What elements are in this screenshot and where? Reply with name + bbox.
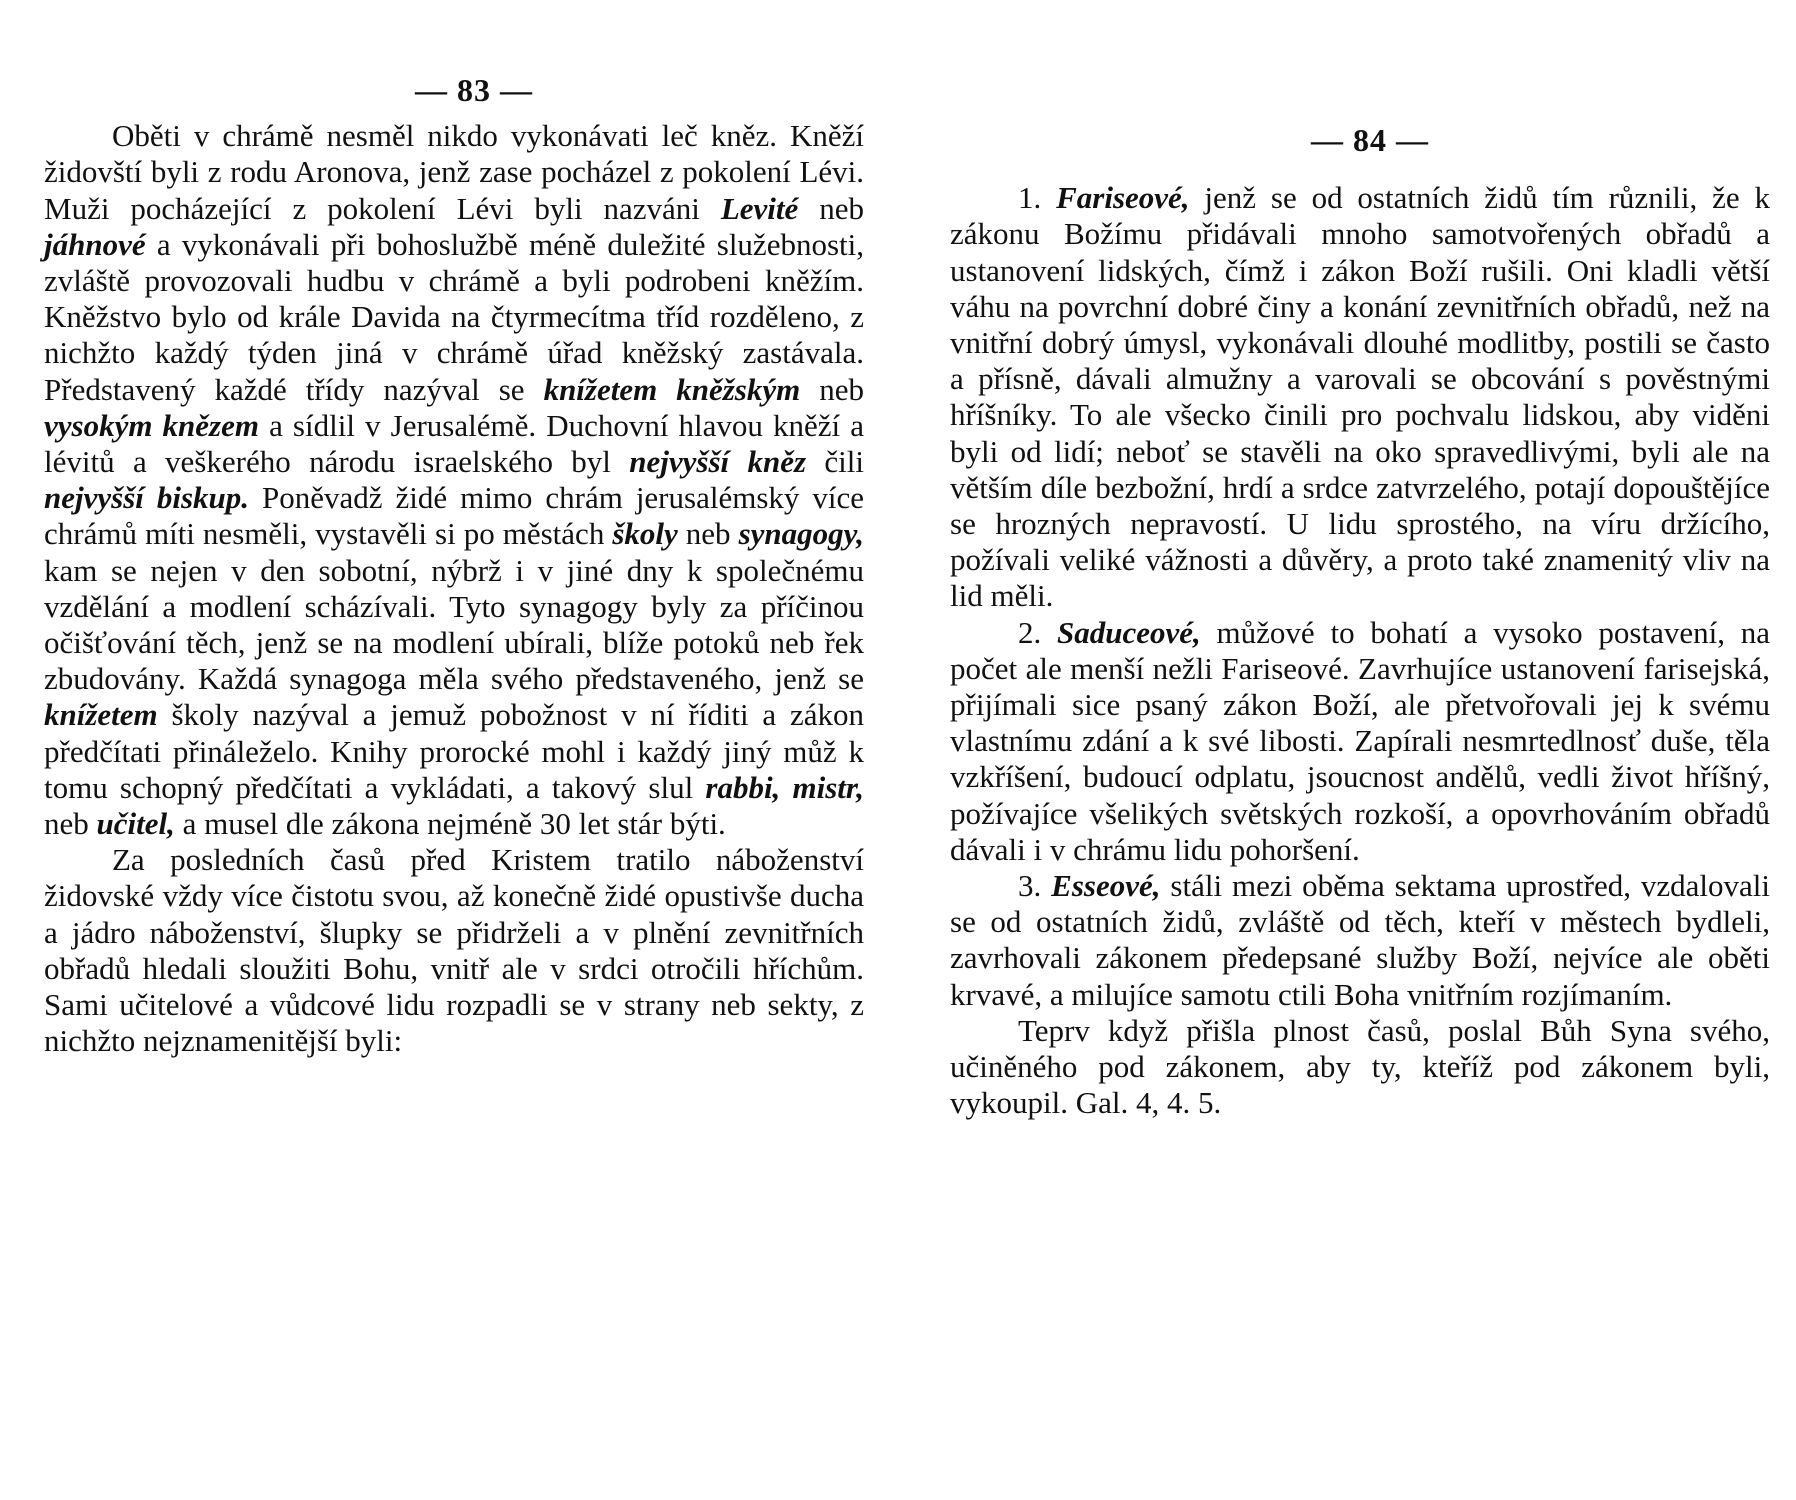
text-run: Za posledních časů před Kristem tratilo náboženství židovské vždy více čistotu svou, až konečně židé opustivše ducha a jádro náboženství, šlupky se přidrželi a v plnění zevnitřních obřadů hledali sloužiti Bohu, vnitř ale v srdci otročili hříchům. Sami učitelové a vůdcové lidu rozpadli se v strany neb sekty, z nichžto nejznamenitější byli: xyxy=(44,842,864,1059)
text-run: neb xyxy=(44,806,97,842)
text-run: a sídlil v Jerusalémě. Duchovní hlavou kněží a lévitů a veškerého národu israelského byl xyxy=(44,407,864,480)
paragraph xyxy=(950,180,1770,614)
text-run: čili xyxy=(806,444,865,480)
paragraph xyxy=(950,615,1770,868)
italic-term: knížetem xyxy=(44,697,158,733)
left-page xyxy=(44,0,864,1059)
paragraph xyxy=(44,842,864,1059)
page-body xyxy=(44,118,864,1059)
page-body xyxy=(950,180,1770,1121)
paragraph xyxy=(44,118,864,842)
text-run: 3. xyxy=(1018,868,1052,904)
text-run: stáli mezi oběma sektama uprostřed, vzdalovali se od ostatních židů, zvláště od těch, kteří v městech bydleli, zavrhovali zákonem předepsané služby Boží, nejvíce ale oběti krvavé, a milujíce samotu ctili Boha vnitřním rozjímaním. xyxy=(950,868,1770,1012)
page-number: — 84 — xyxy=(1311,122,1429,158)
italic-term: Esseové, xyxy=(1051,868,1161,904)
text-run: neb xyxy=(677,516,739,552)
italic-term: vysokým knězem xyxy=(44,407,259,443)
right-page xyxy=(950,0,1770,1121)
italic-term: Fariseové, xyxy=(1056,180,1190,216)
italic-term: školy xyxy=(612,516,678,552)
text-run: 1. xyxy=(1018,180,1057,216)
text-run: školy nazýval a jemuž pobožnost v ní říditi a zákon předčítati přináleželo. Knihy prorocké mohl i každý jiný můž k tomu schopný předčítati a vykládati, a takový slul xyxy=(44,697,864,805)
text-run: kam se nejen v den sobotní, nýbrž i v jiné dny k společnému vzdělání a modlení scházívali. Tyto synagogy byly za příčinou očišťování těch, jenž se na modlení ubírali, blíže potoků neb řek zbudovány. Každá synagoga měla svého představeného, jenž se xyxy=(44,552,864,697)
text-run: neb xyxy=(798,190,864,226)
text-run: a vykonávali při bohoslužbě méně duležité služebnosti, zvláště provozovali hudbu v chrámě a byli podrobeni kněžím. Kněžstvo bylo od krále Davida na čtyrmecítma tříd rozděleno, z nichžto každý týden jiná v chrámě úřad kněžský zastávala. Představený každé třídy nazýval se xyxy=(44,226,864,407)
italic-term: rabbi, mistr, xyxy=(705,769,864,805)
text-run: neb xyxy=(800,371,864,407)
italic-term: Levité xyxy=(720,190,799,226)
text-run: 2. xyxy=(1018,614,1058,650)
italic-term: učitel, xyxy=(96,806,175,842)
text-run: Oběti v chrámě nesměl nikdo vykonávati leč kněz. Kněží židovští byli z rodu Aronova, jenž zase pocházel z pokolení Lévi. Muži pocházející z pokolení Lévi byli nazváni xyxy=(44,118,864,226)
italic-term: knížetem kněžským xyxy=(543,371,801,407)
text-run: Poněvadž židé mimo chrám jerusalémský více chrámů míti nesměli, vystavěli si po městách xyxy=(44,480,864,552)
text-run: Teprv když přišla plnost časů, poslal Bůh Syna svého, učiněného pod zákonem, aby ty, kteříž pod zákonem byli, vykoupil. Gal. 4, 4. 5. xyxy=(950,1012,1770,1121)
text-run: můžové to bohatí a vysoko postavení, na počet ale menší nežli Fariseové. Zavrhujíce ustanovení farisejská, přijímali sice psaný zákon Boží, ale přetvořovali jej k svému vlastnímu zdání a k své libosti. Zapírali nesmrtedlnosť duše, těla vzkříšení, budoucí odplatu, jsoucnost andělů, vedli život hříšný, požívajíce všelikých světských rozkoší, a opovrhováním obřadů dávali i v chrámu lidu pohoršení. xyxy=(950,614,1770,867)
italic-term: jáhnové xyxy=(44,226,146,262)
text-run: jenž se od ostatních židů tím různili, že k zákonu Božímu přidávali mnoho samotvořených obřadů a ustanovení lidských, čímž i zákon Boží rušili. Oni kladli větší váhu na povrchní dobré činy a konání zevnitřních obřadů, než na vnitřní dobrý úmysl, vykonávali dlouhé modlitby, postili se často a přísně, dávali almužny a varovali se obcování s pověstnými hříšníky. To ale všecko činili pro pochvalu lidskou, aby viděni byli od lidí; neboť se stavěli na oko spravedlivými, byli ale na větším díle bezbožní, hrdí a srdce zatvrzelého, potají dopouštějíce se hrozných nepravostí. U lidu sprostého, na víru držícího, požívali veliké vážnosti a důvěry, a proto také znamenitý vliv na lid měli. xyxy=(950,180,1771,614)
paragraph xyxy=(950,1013,1770,1122)
text-run: a musel dle zákona nejméně 30 let stár býti. xyxy=(174,806,726,842)
page-number: — 83 — xyxy=(415,72,533,108)
paragraph xyxy=(950,868,1770,1013)
italic-term: nejvyšší kněz xyxy=(629,444,807,480)
italic-term: nejvyšší biskup. xyxy=(44,480,250,516)
italic-term: Saduceové, xyxy=(1057,614,1201,650)
italic-term: synagogy, xyxy=(738,516,864,552)
